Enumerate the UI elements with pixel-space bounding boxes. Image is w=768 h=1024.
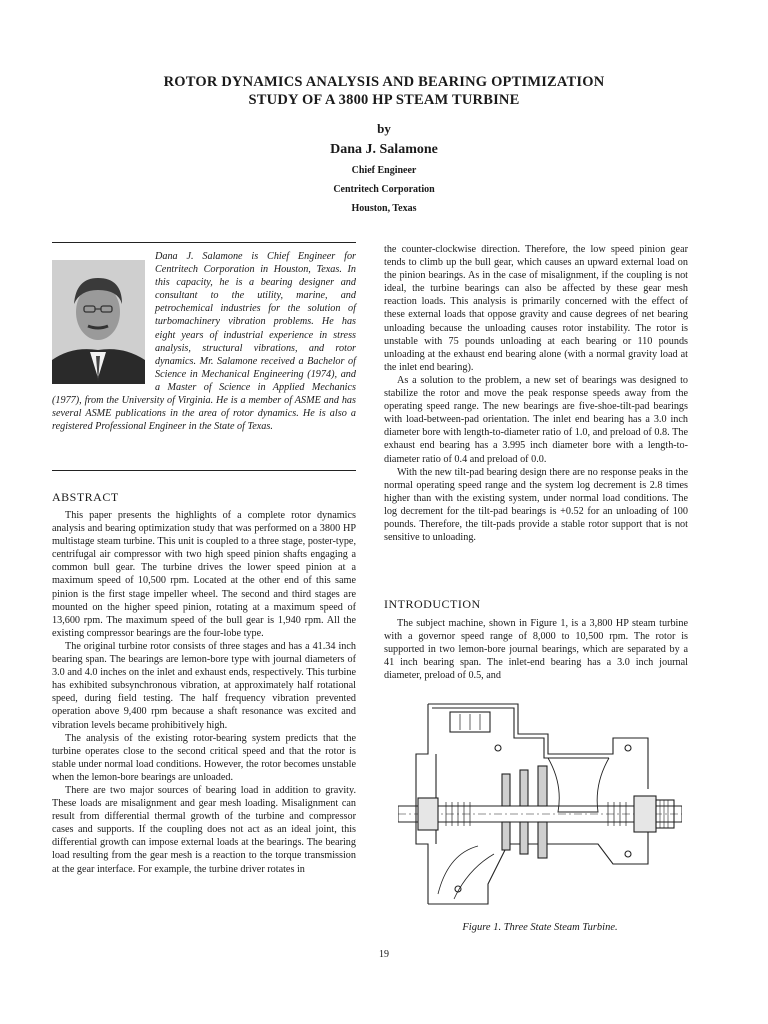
title-line-2: STUDY OF A 3800 HP STEAM TURBINE — [248, 92, 520, 108]
right-column-body — [384, 243, 688, 544]
abstract-paragraph: There are two major sources of bearing load in addition to gravity. These loads are misalignment and gear mesh loading. Misalignment can result from differential thermal growth of the turbine and compressor cases and supports. If the coupling does not act as an ideal joint, this differential growth can impose external loads at the bearings. The bearing load resulting from the gear mesh is a reaction to the torque transmission at the gear interface. For example, the turbine driver rotates in — [52, 784, 356, 875]
figure-caption: Figure 1. Three State Steam Turbine. — [462, 922, 618, 933]
author-company: Centritech Corporation — [333, 184, 435, 195]
author-name: Dana J. Salamone — [330, 142, 438, 157]
body-paragraph: The subject machine, shown in Figure 1, is a 3,800 HP steam turbine with a governor speed range of 8,000 to 10,500 rpm. The rotor is supported in two lemon-bore journal bearings, which are separated by a 41 inch bearing span. The inlet-end bearing has a 3.0 inch journal diameter, preload of 0.5, and — [384, 618, 688, 682]
abstract-body — [52, 509, 356, 876]
introduction-heading: INTRODUCTION — [384, 597, 481, 611]
turbine-cross-section-figure — [398, 694, 682, 914]
bio-top-rule — [52, 242, 356, 243]
page-number: 19 — [379, 949, 389, 960]
abstract-paragraph: The original turbine rotor consists of three stages and has a 41.34 inch bearing span. The bearings are lemon-bore type with journal diameters of 3.0 and 4.0 inches on the inlet and exhaust ends, respectively. This turbine has exhibited subsynchronous vibration, at approximately half rotational speed, during field testing. The half frequency vibration prevented operation above 9,400 rpm because a shaft resonance was excited and vibration levels became prohibitively high. — [52, 640, 356, 731]
bio-text: Dana J. Salamone is Chief Engineer for Centritech Corporation in Houston, Texas. In this capacity, he is a bearing designer and consultant to the utility, marine, and petrochemical industries for the solution of turbomachinery vibration problems. He has eight years of industrial experience in stress analysis, structural vibrations, and rotor dynamics. Mr. Salamone received a Bachelor of Science in Mechanical Engineering (1974), and a Master of Science in Applied Mechanics (1977), from the University of Virginia. He is a member of ASME and has several ASME publications in the area of rotor dynamics. He is also a registered Professional Engineer in the State of Texas. — [52, 251, 356, 433]
paper-title — [60, 73, 708, 109]
body-paragraph: As a solution to the problem, a new set of bearings was designed to stabilize the rotor and move the peak response speeds away from the operating speed range. The new bearings are five-shoe-tilt-pad bearings with load-between-pad orientation. The inlet end bearing has a 3.0 inch diameter bore with length-to-diameter ratio of 1.0, and preload of 0.8. The exhaust end bearing has a 3.995 inch diameter bore with a length-to-diameter ratio of 0.4 and preload of 0.0. — [384, 374, 688, 465]
body-paragraph: the counter-clockwise direction. Therefore, the low speed pinion gear tends to climb up the bull gear, which causes an upward external load on the pinion bearings. As in the case of misalignment, if the coupling is not ideal, the turbine bearings can also be affected by these gear mesh reaction loads. This analysis is primarily concerned with the effect of these external loads that oppose gravity and cause degrees of net bearing unloading because the unloading causes rotor instability. The rotor is unstable with 75 pounds unloading at each bearing or 110 pounds unloading at the exhaust end bearing alone (with a normal gravity load at the inlet end bearing). — [384, 244, 688, 373]
bio-bottom-rule — [52, 470, 356, 471]
body-paragraph: With the new tilt-pad bearing design there are no response peaks in the normal operating speed range and the system log decrement is 2.8 times higher than with the existing system, under normal load conditions. The log decrement for the tilt-pad bearings is +0.52 for an unloading of 100 pounds. Therefore, the tilt-pads provide a stable rotor support that is not sensitive to unloading. — [384, 466, 688, 544]
author-bio — [52, 250, 356, 433]
abstract-heading: ABSTRACT — [52, 490, 119, 504]
title-line-1: ROTOR DYNAMICS ANALYSIS AND BEARING OPTIMIZATION — [163, 74, 605, 90]
abstract-paragraph: The analysis of the existing rotor-bearing system predicts that the turbine operates close to the second critical speed and that the rotor is stable under normal load conditions. However, the rotor becomes unstable when the lemon-bore bearings are unloaded. — [52, 732, 356, 783]
abstract-paragraph: This paper presents the highlights of a complete rotor dynamics analysis and bearing optimization study that was performed on a 3800 HP multistage steam turbine. This unit is coupled to a three stage, poster-type, centrifugal air compressor with two high speed pinion shafts engaging a common bull gear. The turbine drives the lower speed pinion at a maximum speed of 10,500 rpm. Located at the other end of this same pinion is the first stage impeller wheel. The second and third stages are mounted on the higher speed pinion, rotating at a maximum speed of 13,600 rpm. The maximum speed of the bull gear is 1,940 rpm. All the existing compressor bearings are the four-lobe type. — [52, 510, 356, 639]
by-line: by — [377, 121, 391, 136]
author-position: Chief Engineer — [351, 165, 417, 176]
author-location: Houston, Texas — [351, 203, 417, 214]
introduction-body — [384, 617, 688, 682]
author-photo — [52, 260, 145, 384]
